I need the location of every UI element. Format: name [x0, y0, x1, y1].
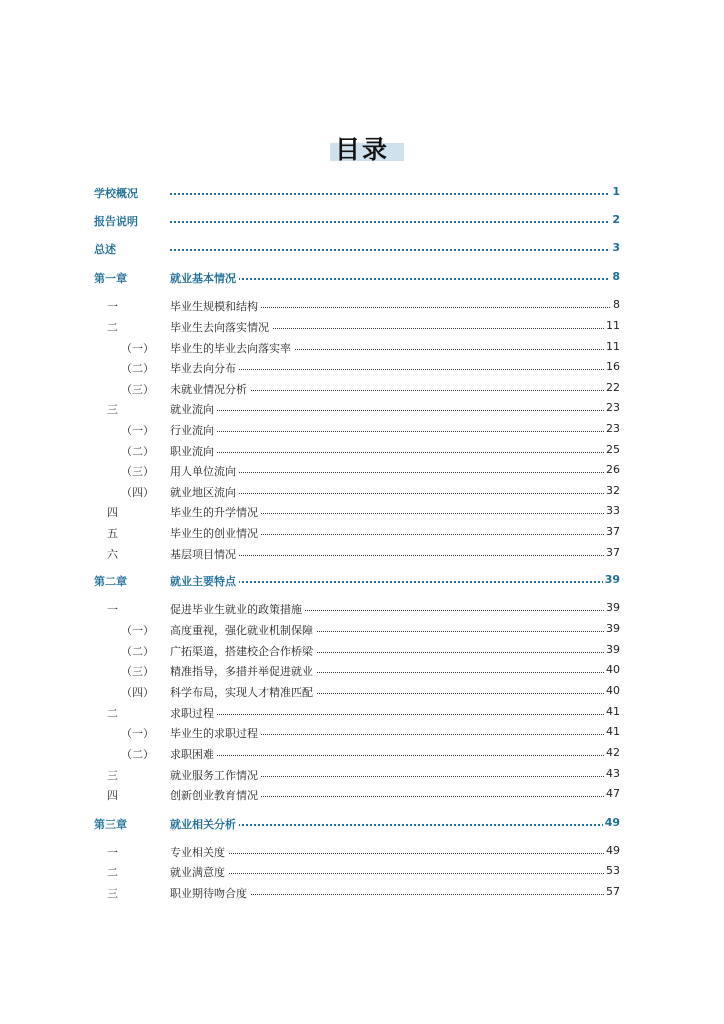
toc-entry-number: 第一章 — [94, 272, 127, 285]
toc-entry-number: 一 — [107, 300, 118, 313]
toc-dot-leader — [170, 410, 620, 411]
toc-entry[interactable] — [0, 620, 724, 640]
toc-entry-number: （三） — [121, 465, 154, 478]
toc-entry[interactable] — [0, 183, 724, 203]
toc-dot-leader — [170, 193, 620, 195]
toc-entry-number: 四 — [107, 789, 118, 802]
toc-entry-number: 第三章 — [94, 818, 127, 831]
toc-entry-page: 26 — [606, 463, 620, 476]
toc-entry-number: （二） — [121, 645, 154, 658]
toc-entry-number: 三 — [107, 887, 118, 900]
toc-title-block — [0, 128, 724, 168]
toc-entry[interactable] — [0, 482, 724, 502]
toc-entry[interactable] — [0, 441, 724, 461]
toc-entry-page: 23 — [606, 422, 620, 435]
toc-entry[interactable] — [0, 420, 724, 440]
toc-entry-number: 一 — [107, 846, 118, 859]
toc-entry-title: 行业流向 — [170, 422, 217, 438]
toc-entry[interactable] — [0, 379, 724, 399]
toc-entry-number: 学校概况 — [94, 187, 138, 200]
toc-entry-page: 39 — [606, 643, 620, 656]
toc-entry[interactable] — [0, 842, 724, 862]
toc-entry-title: 毕业生的求职过程 — [170, 725, 261, 741]
toc-entry-page: 49 — [606, 844, 620, 857]
toc-entry-title: 毕业生规模和结构 — [170, 298, 261, 314]
toc-entry-page: 25 — [606, 443, 620, 456]
toc-entry-number: （一） — [121, 342, 154, 355]
toc-dot-leader — [170, 755, 620, 756]
toc-entry-page: 41 — [606, 725, 620, 738]
toc-entry[interactable] — [0, 239, 724, 259]
toc-entry-number: （四） — [121, 486, 154, 499]
toc-entry-number: 二 — [107, 321, 118, 334]
toc-entry-title: 精准指导，多措并举促进就业 — [170, 663, 316, 679]
toc-entry-page: 11 — [606, 340, 620, 353]
toc-entry-title: 广拓渠道，搭建校企合作桥梁 — [170, 643, 316, 659]
toc-entry[interactable] — [0, 211, 724, 231]
toc-entry-title: 创新创业教育情况 — [170, 787, 261, 803]
toc-entry-title: 就业相关分析 — [170, 816, 239, 832]
toc-entry-page: 16 — [606, 360, 620, 373]
toc-entry-title: 就业流向 — [170, 401, 217, 417]
toc-entry-page: 40 — [606, 684, 620, 697]
toc-entry-page: 41 — [606, 705, 620, 718]
toc-entry-page: 47 — [606, 787, 620, 800]
toc-entry-number: 总述 — [94, 243, 116, 256]
toc-entry-title: 就业地区流向 — [170, 484, 239, 500]
toc-entry-page: 23 — [606, 401, 620, 414]
toc-entry-title: 就业满意度 — [170, 864, 228, 880]
toc-entry[interactable] — [0, 502, 724, 522]
toc-entry[interactable] — [0, 317, 724, 337]
toc-entry-title: 基层项目情况 — [170, 546, 239, 562]
toc-entry[interactable] — [0, 599, 724, 619]
toc-entry-page: 39 — [606, 622, 620, 635]
toc-entry[interactable] — [0, 544, 724, 564]
toc-entry-title: 用人单位流向 — [170, 463, 239, 479]
toc-entry-page: 2 — [612, 213, 620, 226]
toc-entry[interactable] — [0, 703, 724, 723]
toc-entry[interactable] — [0, 399, 724, 419]
toc-entry-page: 42 — [606, 746, 620, 759]
toc-entry-page: 37 — [606, 546, 620, 559]
toc-entry[interactable] — [0, 765, 724, 785]
toc-entry-title: 毕业去向分布 — [170, 360, 239, 376]
toc-entry-number: （一） — [121, 727, 154, 740]
toc-entry-number: （四） — [121, 686, 154, 699]
toc-entry-title: 科学布局，实现人才精准匹配 — [170, 684, 316, 700]
toc-entry[interactable] — [0, 571, 724, 591]
toc-entry[interactable] — [0, 268, 724, 288]
toc-entry-title: 求职困难 — [170, 746, 217, 762]
toc-entry-page: 33 — [606, 504, 620, 517]
toc-entry-number: 第二章 — [94, 575, 127, 588]
toc-entry-title: 促进毕业生就业的政策措施 — [170, 601, 305, 617]
toc-entry-number: 一 — [107, 603, 118, 616]
toc-entry-number: （二） — [121, 748, 154, 761]
toc-entry-number: 五 — [107, 527, 118, 540]
toc-entry-page: 37 — [606, 525, 620, 538]
toc-entry[interactable] — [0, 641, 724, 661]
toc-entry-title: 毕业生的毕业去向落实率 — [170, 340, 294, 356]
toc-entry-page: 43 — [606, 767, 620, 780]
toc-entry-number: （一） — [121, 624, 154, 637]
toc-entry[interactable] — [0, 296, 724, 316]
toc-entry[interactable] — [0, 744, 724, 764]
toc-entry-page: 39 — [606, 601, 620, 614]
toc-entry-page: 3 — [612, 241, 620, 254]
toc-entry-title: 高度重视，强化就业机制保障 — [170, 622, 316, 638]
toc-entry[interactable] — [0, 785, 724, 805]
toc-dot-leader — [170, 452, 620, 453]
toc-dot-leader — [170, 873, 620, 874]
toc-entry-title: 职业期待吻合度 — [170, 885, 250, 901]
toc-entry-page: 39 — [604, 573, 620, 586]
toc-entry[interactable] — [0, 883, 724, 903]
toc-entry-page: 22 — [606, 381, 620, 394]
toc-entry-number: 二 — [107, 866, 118, 879]
toc-entry-number: （三） — [121, 383, 154, 396]
toc-entry-title: 毕业生去向落实情况 — [170, 319, 272, 335]
toc-entry-number: （二） — [121, 445, 154, 458]
toc-entry-number: 三 — [107, 403, 118, 416]
toc-entry-title: 求职过程 — [170, 705, 217, 721]
toc-entry-title: 毕业生的创业情况 — [170, 525, 261, 541]
toc-dot-leader — [170, 221, 620, 223]
toc-entry-number: 三 — [107, 769, 118, 782]
toc-entry-number: 四 — [107, 506, 118, 519]
toc-entry-page: 1 — [612, 185, 620, 198]
toc-entry-page: 40 — [606, 663, 620, 676]
toc-entry[interactable] — [0, 461, 724, 481]
toc-entry[interactable] — [0, 682, 724, 702]
toc-dot-leader — [170, 431, 620, 432]
toc-entry-page: 11 — [606, 319, 620, 332]
page-title: 目录 — [334, 135, 389, 164]
toc-entry[interactable] — [0, 523, 724, 543]
toc-entry-number: 二 — [107, 707, 118, 720]
toc-entry-number: 六 — [107, 548, 118, 561]
toc-entry[interactable] — [0, 723, 724, 743]
toc-entry-title: 专业相关度 — [170, 844, 228, 860]
toc-entry-title: 就业基本情况 — [170, 270, 239, 286]
toc-entry[interactable] — [0, 661, 724, 681]
toc-dot-leader — [170, 249, 620, 251]
toc-entry-page: 57 — [606, 885, 620, 898]
toc-entry-title: 职业流向 — [170, 443, 217, 459]
toc-entry-title: 就业主要特点 — [170, 573, 239, 589]
toc-entry-number: （一） — [121, 424, 154, 437]
toc-entry[interactable] — [0, 338, 724, 358]
toc-entry-number: 报告说明 — [94, 215, 138, 228]
toc-dot-leader — [170, 714, 620, 715]
toc-entry[interactable] — [0, 814, 724, 834]
toc-entry[interactable] — [0, 862, 724, 882]
toc-entry-page: 53 — [606, 864, 620, 877]
toc-entry-page: 8 — [612, 270, 620, 283]
toc-entry-title: 未就业情况分析 — [170, 381, 250, 397]
toc-entry[interactable] — [0, 358, 724, 378]
toc-dot-leader — [170, 853, 620, 854]
toc-entry-page: 32 — [606, 484, 620, 497]
toc-entry-number: （三） — [121, 665, 154, 678]
toc-entry-title: 毕业生的升学情况 — [170, 504, 261, 520]
toc-entry-title: 就业服务工作情况 — [170, 767, 261, 783]
toc-entry-page: 8 — [613, 298, 620, 311]
toc-entry-number: （二） — [121, 362, 154, 375]
toc-entry-page: 49 — [604, 816, 620, 829]
